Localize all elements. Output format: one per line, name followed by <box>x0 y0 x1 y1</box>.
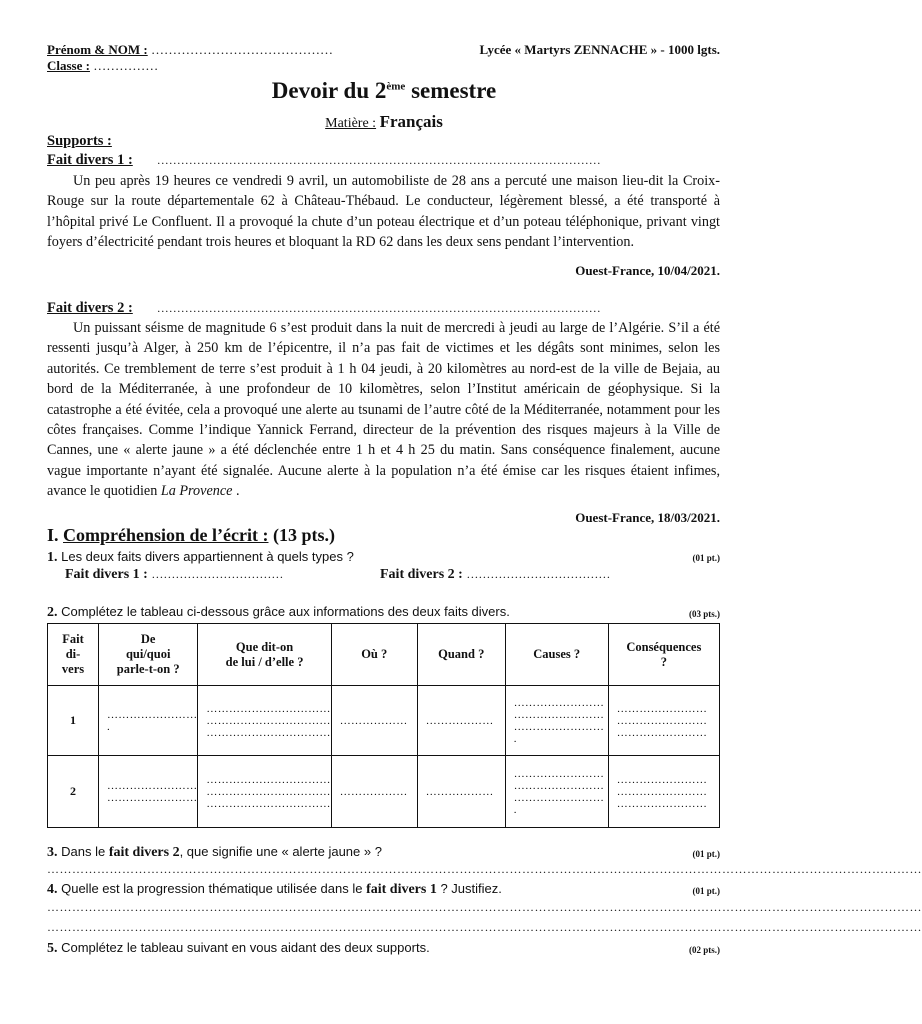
q1-fd1-dots[interactable]: …………………………… <box>151 567 284 581</box>
q5-points: (02 pts.) <box>689 945 720 955</box>
fd2-dots: ………………………………………………………………………………………………… <box>156 301 601 315</box>
q1-points: (01 pt.) <box>692 553 720 563</box>
cell-causes[interactable]: …………………… …………………… …………………… . <box>505 756 608 828</box>
q1-answer-1 <box>65 567 283 583</box>
fd1-source: Ouest-France, 10/04/2021. <box>575 263 720 278</box>
q2-number: 2. <box>47 605 58 620</box>
title-main: Devoir du 2 <box>271 78 387 103</box>
question-3 <box>47 844 382 861</box>
table-row <box>48 756 720 828</box>
fd1-text: Un peu après 19 heures ce vendredi 9 avril, un automobiliste de 28 ans a percuté une maison lieu-dit la Croix-Rouge sur la route départementale 62 à Château-Thébaud. Le conducteur, légèrement blessé, a été transporté à l’hôpital privé Le Confluent. Il a provoqué la chute d’un poteau électrique et d’un poteau téléphonique, privant vingt foyers d’électricité pendant trois heures et bloquant la RD 62 dans les deux sens pendant l’intervention. <box>47 173 720 251</box>
row-number: 1 <box>48 686 99 756</box>
q4-answer-line[interactable]: ………………………………………………………………………………………………………………………………………………………………………………………… <box>47 900 922 914</box>
fd2-text-end: . <box>232 483 240 500</box>
cell-qui[interactable]: …………………… …………………… <box>99 756 198 828</box>
fd2-text-body: Un puissant séisme de magnitude 6 s’est produit dans la nuit de mercredi à jeudi au large de l’Algérie. S’il a été ressenti jusqu’à Alger, à 250 km de l’épicentre, il n’a pas fait de victimes et les dégâts sont minimes, selon les autorités. Ce tremblement de terre s’est produit à 1 h 04 jeudi, à 20 kilomètres au nord-est de la ville de Bejaia, au bord de la Méditerranée, à une profondeur de 10 kilomètres, selon l’Institut américain de géophysique. Si la catastrophe a été évitée, cela a provoqué une alerte au tsunami de l’autre côté de la Méditerranée, notamment pour les côtes françaises. Comme l’indique Yannick Ferrand, directeur de la prévention des risques majeurs à la Ville de Cannes, une « alerte jaune » a été déclenchée entre 1 h et 4 h 25 du matin. Sans conséquence finalement, aucune vague importante n’ayant été signalée. Aucune alerte à la population n’a été émise car les risques étaient infimes, avance le quotidien <box>47 320 720 500</box>
q4-number: 4. <box>47 882 58 897</box>
name-field <box>47 42 333 58</box>
row-number: 2 <box>48 756 99 828</box>
fd2-text <box>47 318 720 502</box>
fd2-source: Ouest-France, 18/03/2021. <box>575 510 720 525</box>
class-label: Classe : <box>47 58 90 73</box>
q4-text-a: Quelle est la progression thématique utilisée dans le <box>57 881 367 896</box>
cell-causes[interactable]: …………………… …………………… …………………… . <box>505 686 608 756</box>
section-1-points: (13 pts.) <box>272 525 335 545</box>
question-4 <box>47 881 502 898</box>
class-dots: …………… <box>93 58 159 73</box>
fd2-heading <box>47 299 601 317</box>
q3-text-c: , que signifie une « alerte jaune » ? <box>179 844 382 859</box>
cell-consequences[interactable]: …………………… …………………… …………………… <box>608 686 719 756</box>
col-que-dit-on: Que dit-on de lui / d’elle ? <box>198 624 331 686</box>
col-qui-quoi: De qui/quoi parle-t-on ? <box>99 624 198 686</box>
q4-points: (01 pt.) <box>692 886 720 896</box>
fd2-newspaper: La Provence <box>160 483 233 500</box>
col-ou: Où ? <box>331 624 417 686</box>
col-consequences: Conséquences ? <box>608 624 719 686</box>
col-quand: Quand ? <box>417 624 505 686</box>
subject-line <box>0 112 768 132</box>
section-1-heading <box>47 525 335 546</box>
subject-label: Matière : <box>325 116 377 131</box>
q3-points: (01 pt.) <box>692 849 720 859</box>
q1-fd2-dots[interactable]: ……………………………… <box>466 567 611 581</box>
fd1-dots: ………………………………………………………………………………………………… <box>156 153 601 167</box>
supports-label: Supports : <box>47 133 112 149</box>
cell-consequences[interactable]: …………………… …………………… …………………… <box>608 756 719 828</box>
subject-value: Français <box>379 112 443 131</box>
q2-text: Complétez le tableau ci-dessous grâce aux informations des deux faits divers. <box>57 604 510 619</box>
q4-answer-line[interactable]: ………………………………………………………………………………………………………………………………………………………………………………………… <box>47 920 922 934</box>
fd1-heading <box>47 151 601 169</box>
question-5 <box>47 940 430 957</box>
q1-number: 1. <box>47 550 58 565</box>
q3-text-a: Dans le <box>57 844 109 859</box>
school-name: Lycée « Martyrs ZENNACHE » - 1000 lgts. <box>479 42 720 57</box>
q1-fd1-label: Fait divers 1 : <box>65 567 148 582</box>
cell-qui[interactable]: …………………… . <box>99 686 198 756</box>
question-2 <box>47 604 510 621</box>
section-1-title: Compréhension de l’écrit : <box>63 525 269 545</box>
q4-text-b: fait divers 1 <box>366 882 437 897</box>
col-fait-divers: Fait di- vers <box>48 624 99 686</box>
section-1-number: I. <box>47 525 59 545</box>
page-title <box>0 78 768 104</box>
fd1-label: Fait divers 1 : <box>47 152 133 168</box>
cell-quand[interactable]: ……………… <box>417 756 505 828</box>
q4-text-c: ? Justifiez. <box>436 881 502 896</box>
name-label: Prénom & NOM : <box>47 42 148 57</box>
name-dots: …………………………………… <box>150 42 333 57</box>
q3-text-b: fait divers 2 <box>108 845 180 860</box>
question-1 <box>47 549 354 566</box>
table-header-row <box>48 624 720 686</box>
cell-quand[interactable]: ……………… <box>417 686 505 756</box>
q2-table <box>47 623 720 828</box>
q2-points: (03 pts.) <box>689 609 720 619</box>
table-row <box>48 686 720 756</box>
cell-que-dit[interactable]: …………………………… …………………………… …………………………… <box>198 756 331 828</box>
cell-que-dit[interactable]: …………………………… …………………………… …………………………… <box>198 686 331 756</box>
class-field <box>47 58 158 74</box>
col-causes: Causes ? <box>505 624 608 686</box>
q5-text: Complétez le tableau suivant en vous aidant des deux supports. <box>57 940 430 955</box>
fd2-label: Fait divers 2 : <box>47 300 133 316</box>
title-sup: ème <box>386 80 406 93</box>
cell-ou[interactable]: ……………… <box>331 686 417 756</box>
q3-answer-line[interactable]: ………………………………………………………………………………………………………………………………………………………………………………………… <box>47 862 922 876</box>
q5-number: 5. <box>47 941 58 956</box>
q1-text: Les deux faits divers appartiennent à quels types ? <box>57 549 354 564</box>
title-tail: semestre <box>405 78 497 103</box>
cell-ou[interactable]: ……………… <box>331 756 417 828</box>
q1-answer-2 <box>380 567 610 583</box>
q3-number: 3. <box>47 845 58 860</box>
q1-fd2-label: Fait divers 2 : <box>380 567 463 582</box>
